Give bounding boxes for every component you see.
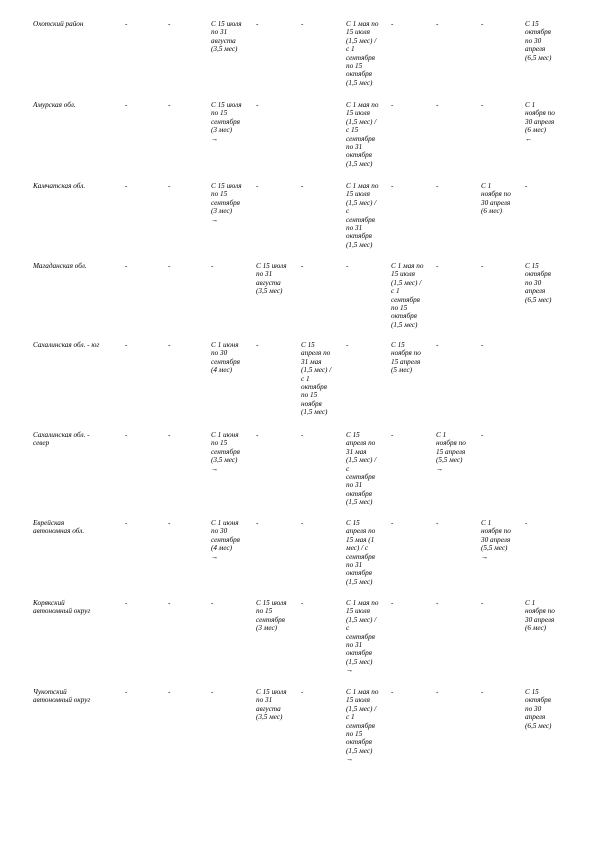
table-cell: - [436,20,439,28]
table-cell: С 15 июля по 15 сентября (3 мес) → [211,182,242,224]
table-cell: - [481,20,484,28]
table-cell: С 1 мая по 15 июля (1,5 мес) / с 1 сентября по 15 октября (1,5 мес) [391,262,424,329]
table-cell: С 1 ноября по 30 апреля (5,5 мес) → [481,519,511,561]
table-cell: - [481,101,484,109]
table-row [0,20,595,87]
table-cell: - [125,182,128,190]
table-cell: С 1 июня по 30 сентября (4 мес) → [211,519,240,561]
table-cell: - [301,688,304,696]
table-cell: С 15 апреля по 31 мая (1,5 мес) / с сентября по 31 октября (1,5 мес) [346,431,377,507]
region-name: Сахалинская обл. - юг [33,341,100,349]
table-cell: - [256,431,259,439]
region-name: Амурская обл. [33,101,76,109]
region-name: Корякский автономный округ [33,599,91,616]
table-cell: - [168,688,171,696]
table-cell: - [436,519,439,527]
table-cell: С 1 ноября по 30 апреля (6 мес) [481,182,511,216]
table-cell: - [125,431,128,439]
table-cell: - [436,262,439,270]
table-cell: - [168,519,171,527]
table-cell: - [168,431,171,439]
table-cell: С 15 апреля по 15 мая (1 мес) / с сентября по 31 октября (1,5 мес) [346,519,376,586]
table-cell: - [301,599,304,607]
table-cell: - [391,599,394,607]
table-cell: - [125,20,128,28]
table-cell: - [301,20,304,28]
table-cell: С 15 ноября по 15 апреля (5 мес) [391,341,421,375]
table-cell: - [168,20,171,28]
table-cell: - [301,519,304,527]
table-cell: - [256,20,259,28]
table-cell: - [125,688,128,696]
table-cell: - [391,431,394,439]
table-cell: - [301,182,304,190]
table-cell: - [525,519,528,527]
table-cell: - [211,688,214,696]
table-cell: - [391,101,394,109]
region-name: Магаданская обл. [33,262,87,270]
table-cell: - [525,182,528,190]
table-cell: - [481,341,484,349]
table-cell: С 15 октября по 30 апреля (6,5 мес) [525,262,552,304]
table-cell: С 1 мая по 15 июля (1,5 мес) / с 1 сентября по 15 октября (1,5 мес) → [346,688,379,764]
table-cell: С 1 мая по 15 июля (1,5 мес) / с 15 сентября по 31 октября (1,5 мес) [346,101,379,168]
table-cell: - [256,341,259,349]
region-name: Охотский район [33,20,84,28]
table-cell: С 1 июня по 30 сентября (4 мес) [211,341,240,375]
table-cell: - [301,431,304,439]
table-cell: - [168,599,171,607]
table-cell: С 1 ноября по 30 апреля (6 мес) [525,599,555,633]
table-cell: С 1 июня по 15 сентября (3,5 мес) → [211,431,240,473]
table-cell: - [168,262,171,270]
table-cell: С 1 ноября по 30 апреля (6 мес) ← [525,101,555,143]
table-cell: - [436,688,439,696]
table-cell: - [481,262,484,270]
table-row [0,101,595,168]
table-cell: - [256,101,259,109]
table-cell: С 1 мая по 15 июля (1,5 мес) / с сентября по 31 октября (1,5 мес) [346,182,379,249]
table-cell: - [346,341,349,349]
table-cell: С 15 июля по 31 августа (3,5 мес) [256,262,287,296]
table-cell: - [168,341,171,349]
table-cell: - [301,262,304,270]
table-row [0,341,595,417]
region-name: Чукотский автономный округ [33,688,91,705]
table-row [0,262,595,329]
table-cell: - [391,182,394,190]
table-cell: - [436,341,439,349]
table-cell: - [256,519,259,527]
table-cell: - [125,101,128,109]
table-cell: - [211,262,214,270]
table-row [0,599,595,675]
region-name: Еврейская автономная обл. [33,519,85,536]
table-row [0,688,595,764]
table-cell: - [125,341,128,349]
table-cell: - [125,519,128,527]
table-cell: С 15 июля по 15 сентября (3 мес) → [211,101,242,143]
table-cell: - [481,431,484,439]
table-row [0,431,595,507]
table-row [0,182,595,249]
table-cell: - [391,688,394,696]
table-cell: С 15 июля по 31 августа (3,5 мес) [211,20,242,54]
table-cell: - [436,101,439,109]
table-cell: - [125,599,128,607]
table-cell: - [436,182,439,190]
table-cell: С 15 июля по 31 августа (3,5 мес) [256,688,287,722]
table-cell: - [346,262,349,270]
table-cell: - [168,101,171,109]
table-cell: - [481,688,484,696]
table-cell: - [168,182,171,190]
table-row [0,519,595,586]
table-cell: С 15 октября по 30 апреля (6,5 мес) [525,688,552,730]
table-cell: - [391,20,394,28]
table-cell: - [436,599,439,607]
region-name: Сахалинская обл. - север [33,431,90,448]
table-cell: - [211,599,214,607]
table-cell: С 15 июля по 15 сентября (3 мес) [256,599,287,633]
table-cell: - [481,599,484,607]
table-cell: - [125,262,128,270]
table-cell: - [391,519,394,527]
table-cell: С 1 мая по 15 июля (1,5 мес) / с 1 сентября по 15 октября (1,5 мес) [346,20,379,87]
table-cell: С 1 ноября по 15 апреля (5,5 мес) → [436,431,466,473]
table-cell: С 15 октября по 30 апреля (6,5 мес) [525,20,552,62]
table-cell: С 15 апреля по 31 мая (1,5 мес) / с 1 октября по 15 ноября (1,5 мес) [301,341,332,417]
region-name: Камчатская обл. [33,182,86,190]
table-cell: С 1 мая по 15 июля (1,5 мес) / с сентября по 31 октября (1,5 мес) → [346,599,379,675]
table-cell: - [256,182,259,190]
